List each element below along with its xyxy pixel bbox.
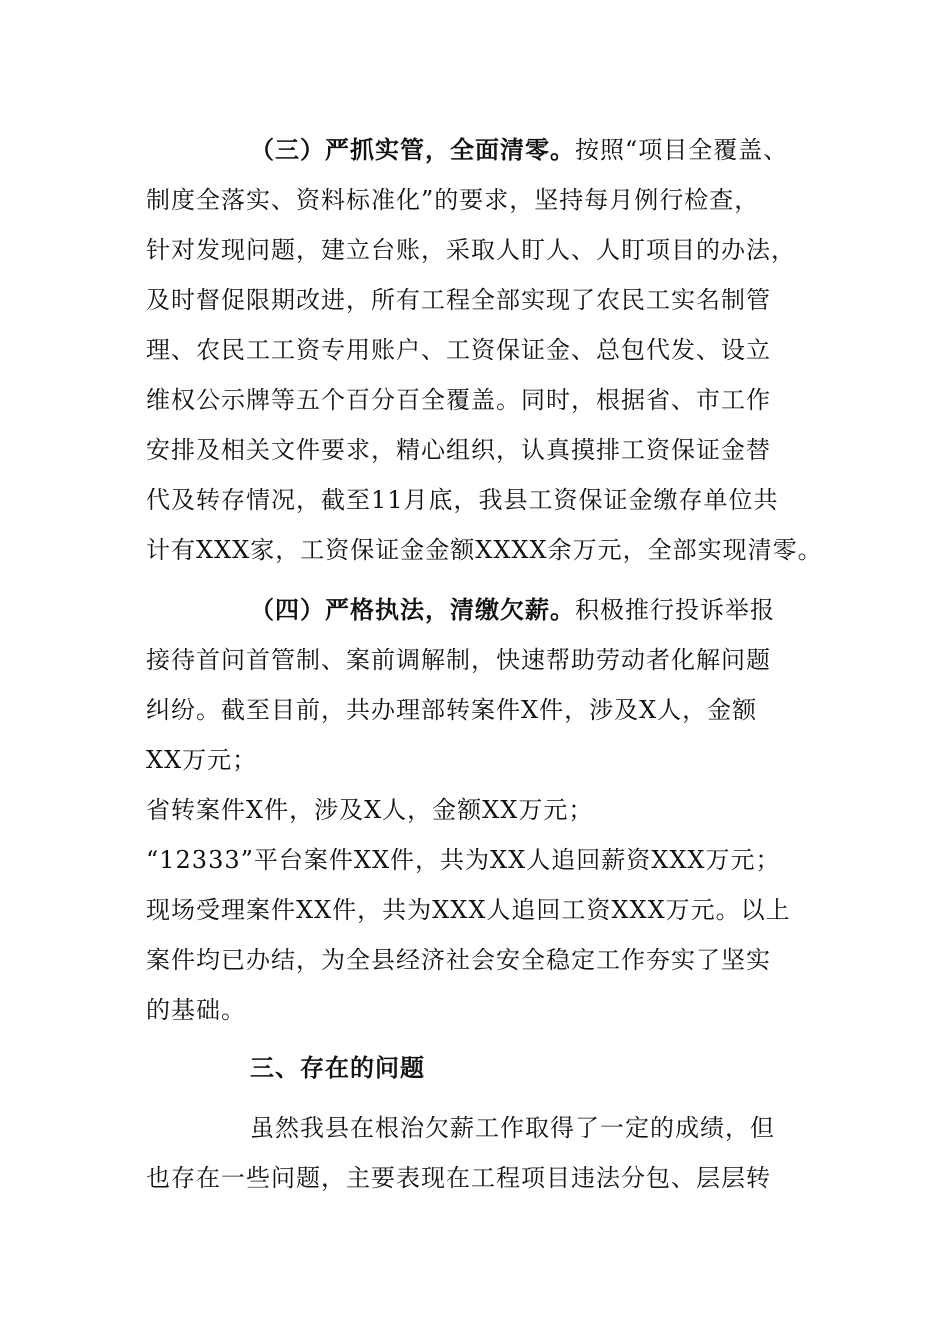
paragraph-line: 接待首问首管制、案前调解制，快速帮助劳动者化解问题 bbox=[146, 646, 771, 674]
section-4-first-line bbox=[250, 595, 775, 625]
paragraph-line: 安排及相关文件要求，精心组织，认真摸排工资保证金替 bbox=[146, 436, 771, 464]
paragraph-line: 计有XXX家，工资保证金金额XXXX余万元，全部实现清零。 bbox=[146, 536, 823, 564]
paragraph-line: 及时督促限期改进，所有工程全部实现了农民工实名制管 bbox=[146, 286, 771, 314]
section-3-text: 按照“项目全覆盖、 bbox=[575, 136, 789, 164]
paragraph-line: 理、农民工工资专用账户、工资保证金、总包代发、设立 bbox=[146, 336, 771, 364]
paragraph-line: 也存在一些问题，主要表现在工程项目违法分包、层层转 bbox=[146, 1164, 771, 1192]
paragraph-line: 虽然我县在根治欠薪工作取得了一定的成绩，但 bbox=[250, 1114, 775, 1142]
paragraph-line: 维权公示牌等五个百分百全覆盖。同时，根据省、市工作 bbox=[146, 386, 771, 414]
paragraph-line: XX万元； bbox=[146, 746, 258, 774]
paragraph-line: 纠纷。截至目前，共办理部转案件X件，涉及X人，金额 bbox=[146, 696, 758, 724]
paragraph-line: 的基础。 bbox=[146, 996, 246, 1024]
part-3-heading: 三、存在的问题 bbox=[250, 1053, 425, 1082]
paragraph-line: 现场受理案件XX件，共为XXX人追回工资XXX万元。以上 bbox=[146, 896, 791, 924]
section-4-text: 积极推行投诉举报 bbox=[575, 596, 775, 624]
paragraph-line: 代及转存情况，截至11月底，我县工资保证金缴存单位共 bbox=[146, 486, 779, 514]
section-3-first-line bbox=[250, 135, 788, 165]
paragraph-line: 制度全落实、资料标准化”的要求，坚持每月例行检查， bbox=[146, 186, 760, 214]
section-3-heading: （三）严抓实管，全面清零。 bbox=[250, 135, 575, 164]
paragraph-line: 省转案件X件，涉及X人，金额XX万元； bbox=[146, 796, 594, 824]
paragraph-line: 案件均已办结，为全县经济社会安全稳定工作夯实了坚实 bbox=[146, 946, 771, 974]
section-4-heading: （四）严格执法，清缴欠薪。 bbox=[250, 595, 575, 624]
paragraph-line: “12333”平台案件XX件，共为XX人追回薪资XXX万元； bbox=[146, 846, 781, 874]
paragraph-line: 针对发现问题，建立台账，采取人盯人、人盯项目的办法， bbox=[146, 236, 796, 264]
